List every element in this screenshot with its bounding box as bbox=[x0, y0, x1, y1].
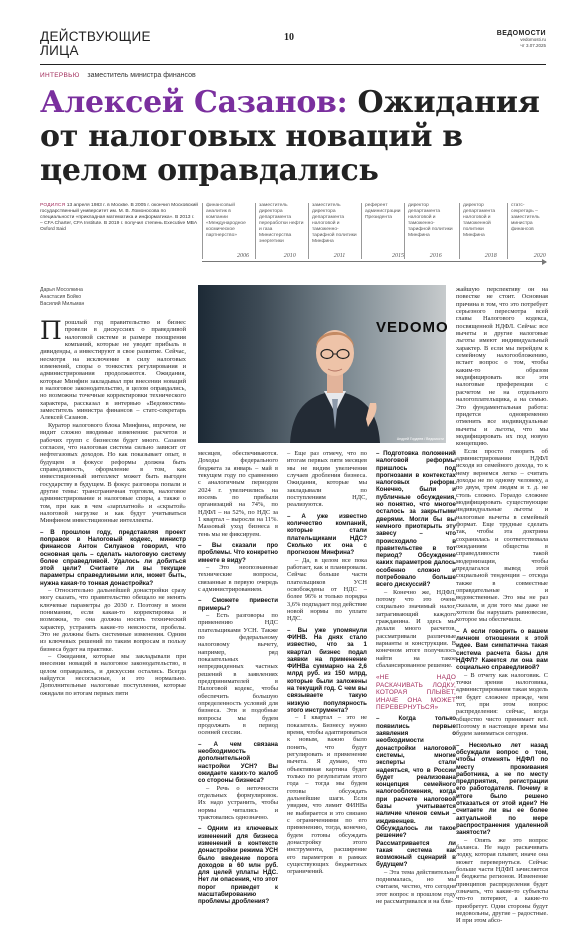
paragraph: – Ожидания, которые мы закладывали при внесении новаций в налоговое законодательство, в целом оправдались, и дискуссии остались. Всегда найдутся несогласные, и это нормально. Дополнительные налоговые поступления, которые ожидали по итогам первых пяти bbox=[40, 653, 186, 697]
article-column-5 bbox=[456, 286, 548, 925]
timeline-item bbox=[202, 203, 252, 259]
timeline-year: 2020 bbox=[533, 253, 546, 259]
section-subhead: «НЕ НАДО РАСКАЧИВАТЬ ЛОДКУ, КОТОРАЯ ПЛЫВЕТ, ИНАЧЕ ОНА МОЖЕТ ПЕРЕВЕРНУТЬСЯ» bbox=[376, 674, 456, 712]
timeline-item-text: референт администрации Президента bbox=[365, 203, 401, 220]
timeline-year: 2015 bbox=[392, 253, 405, 259]
timeline-item-text: финансовый аналитик в компании «Международное космическое партнерство» bbox=[206, 203, 246, 238]
timeline-year: 2010 bbox=[283, 253, 296, 259]
interview-question: – Вы уже упомянули ФИНВ. На днях стало известно, что за 1 квартал бизнес подал заявки на применение ФИНВа суммарно на 2,6 млрд руб. из 150 млрд, которые были заложены на текущий год. С чем вы связываете такую низкую популярность этого инструмента? bbox=[287, 626, 367, 714]
paragraph: – Относительно дальнейшей донастройки сразу могу сказать, что правительство обещало не менять ключевые параметры до 2030 г. Поэтому в моем понимании, если какая-то корректировка и возможна, то она должна носить технический характер, устранять какие-то неясности, пробелы. Это не должны быть системные изменения. Одним из ключевых решений по таким вопросам в пользу бизнеса будет на практике. bbox=[40, 587, 186, 653]
rubric-label: ИНТЕРВЬЮ bbox=[40, 72, 80, 79]
timeline-item bbox=[255, 203, 305, 259]
paragraph: – Да, в целом все пока работает, как и планировали. Сейчас больше части плательщиков УСН освобождены от НДС – более 96% и только порядка 3,6% подпадает под действие новой нормы по уплате НДС. bbox=[287, 556, 367, 623]
header-rule bbox=[40, 64, 546, 65]
timeline-item-text: заместитель директора департамента переработки нефти и газа Министерства энергетики bbox=[259, 203, 304, 244]
article-column-2 bbox=[198, 450, 278, 906]
timeline-item-text: статс-секретарь – заместитель министра финансов bbox=[511, 203, 540, 232]
authors bbox=[40, 287, 84, 307]
paragraph-text: рошлый год правительство и бизнес провели в дискуссиях о праведливой налоговой системе и размере поощрения компаний, которые не уводят прибыль в дивиденды, а инвестируют в свое развитие. Сейчас, несмотря на исключение в силу налоговых изменений, споры о тонкостях регулирования и администрирования продолжаются. Ожидания, которые Минфин закладывал при внесении новаций в налоговое законодательство, в целом оправдались, но возможны точечные корректировки технического характера, рассказал в интервью «Ведомостям» заместитель министра финансов – статс-секретарь Алексей Сазанов. bbox=[40, 319, 186, 422]
section-title-line1: ДЕЙСТВУЮЩИЕ bbox=[40, 29, 151, 44]
paragraph: жайшую перспективу он на повестке не стоит. Основная причина в том, что это потребует серьезного пересмотра всей главы Налогового кодекса, посвященной НДФЛ. Сейчас все вычеты и другие налоговые льготы имеют индивидуальный характер. В если мы перейдем к семейному налогообложению, встает вопрос о том, чтобы каким-то образом модифицировать все эти налоговые преференции с расчетом не на отдельного налогоплательщика, а на семью. Это фундаментальная работа: придется одновременно отменить все индивидуальные вычеты и льготы, что мы модифицировать их под новую концепцию. bbox=[456, 286, 548, 448]
career-timeline bbox=[40, 203, 546, 263]
bio-label: РОДИЛСЯ bbox=[40, 203, 66, 208]
paragraph: – Опять же это вопрос баланса. Не надо раскачивать лодку, которая плывет, иначе она может перевернуться. Сейчас больше части НДФЛ зачисляется в бюджеты регионов. Изменение принципов распределения будет означать, что какие-то субъекты что-то потеряют, а какие-то приобретут. Одни стороны будут недовольны, другие – радостные. И при этом абсо- bbox=[456, 836, 548, 925]
timeline-year: 2016 bbox=[429, 253, 442, 259]
site-url: vedomosti.ru bbox=[520, 37, 546, 42]
issue-date: чт 3.07.2025 bbox=[520, 42, 546, 48]
timeline-year: 2018 bbox=[484, 253, 497, 259]
paragraph: – Есть разговоры по применению НДС плательщиками УСН. Также по федеральному налоговому вычету, например, ряд показательных непредвиденных частных решений в заявлениях предпринимателей в Налоговой кодекс, чтобы обеспечить большую определенность условий для бизнеса. Эти и подобные вопросы мы будем продолжать в период осенней сессии. bbox=[198, 611, 278, 737]
bio-text: 13 апреля 1983 г. в Москве. В 2005 г. окончил Московский государственный университет им. М. В. Ломоносова по специальности «прикладная математика и информатика». В 2013 г. – CFA Charter, CFA Institute. В 2019 г. получил степень Executive MBA Oxford Said bbox=[40, 203, 198, 232]
timeline-item bbox=[361, 203, 405, 259]
interview-question: – В прошлом году, представляя проект поправок в Налоговый кодекс, министр финансов Антон Силуанов говорил, что основная цель – сделать налоговую систему более справедливой. Удалось ли добиться этой цели? Считаете ли вы текущие параметры справедливыми или, может быть, нужна какая-то тонкая донастройка? bbox=[40, 528, 186, 587]
paragraph: Куратор налогового блока Минфина, впрочем, не видит сложно вводимые изменения: расчетов и рабочих групп с бизнесом будет много. Сазанов согласен, что налоговая система сильно зависит от нефтегазовых доходов. Но как показывает опыт, в будущем в фокусе реформы должна быть справедливость, оформление в том, как инвестиционный интеллект может быть выгоден государству в будущем. В фокус разговора попали и другие темы: трансграничная торговля, налоговое администрирование и налоговые споры, а также о том, при как в чем «зарплатной» и «скрытой» налоговой нагрузке и как будут учитываться Минфином инвестиционные интеллекты. bbox=[40, 421, 186, 525]
interview-question: – Вы сказали про проблемы. Что конкретно имеете в виду? bbox=[198, 542, 278, 564]
timeline-item bbox=[404, 203, 456, 259]
dropcap: П bbox=[40, 316, 62, 345]
interview-question: – Подготовка положений налоговой реформы пришлось под прогнозами в контекстах налоговых реформ. Конечно, были и публичные обсуждения, но понятно, что многое осталось за закрытыми дверями. Могли бы вы немного приоткрыть эту завесу – что происходило в правительстве в тот период? Обсуждение каких параметров далось особенно сложно и потребовало больше всего дискуссий? bbox=[376, 450, 456, 589]
paragraph: Если просто говорить об администрировании НДФЛ исходя из семейного дохода, то к нему вернемся легко – считать доходы не по одному человеку, а по двум, трем людям и т. д. не столь сложно. Гораздо сложнее модифицировать существующие индивидуальные льготы и налоговые вычеты в семейный формат. Еще трудные сделать так, чтобы эта доктрина сохранилась и соответствовала ожиданиям общества в справедливости такой модернизации, чтобы предлагался вывод этой социальной тенденции – отсюда также в совместные оправдательные и ведомственные. Это мы не раз сказали, и для того мы даже не хотели бы нарушать равновесие, которое мы обеспечили. bbox=[456, 447, 548, 624]
section-title bbox=[40, 30, 151, 58]
lead-paragraph bbox=[40, 316, 186, 422]
photo-background-logo: VEDOMO bbox=[376, 319, 449, 336]
photo-credit: Андрей Гордеев / Ведомости bbox=[396, 437, 444, 441]
interview-question: – А чем связана необходимость дополнительной настройки УСН? Вы ожидаете каких-то жалоб со стороны бизнеса? bbox=[198, 740, 278, 785]
person-figure bbox=[284, 307, 386, 443]
bio-block bbox=[40, 203, 198, 233]
article-column-1 bbox=[40, 316, 186, 819]
section-title-line2: ЛИЦА bbox=[40, 43, 79, 58]
timeline-item bbox=[507, 203, 546, 259]
interview-question: – Несколько лет назад обсуждали вопрос о том, чтобы отменять НДФЛ по месту проживания работника, а не по месту предприятия, регистрации его работодателя. Почему в итоге было решено отказаться от этой идеи? Не считаете ли вы ее более актуальной по мере распространения удаленной занятости? bbox=[456, 741, 548, 837]
headline bbox=[40, 86, 560, 188]
article-column-4 bbox=[376, 450, 456, 906]
author-name: Василий Мильман bbox=[40, 300, 85, 307]
timeline-item-text: директор департамента налоговой и таможенной политики Минфина bbox=[463, 203, 496, 238]
timeline-item bbox=[308, 203, 358, 259]
interview-question: – Когда только появились первые заявления о необходимости донастройки налоговой системы, многие эксперты стали надеяться, что в России будет реализована концепция семейного налогообложения, когда при расчете налоговой базы учитывается наличие членов семьи – иждивенцев. Обсуждалось ли такое решение? Рассматривается ли такая система как возможный сценарий в будущем? bbox=[376, 715, 456, 869]
paragraph: – Это неопознанные технические вопросы, связанные в первую очередь с администрированием. bbox=[198, 564, 278, 594]
paragraph: – Эта тема действительно поднималась, но мы считаем, честно, что сегодня этот вопрос в прошлом году не рассматривался и на бли- bbox=[376, 868, 456, 906]
interview-photo bbox=[198, 285, 449, 443]
interview-question: – Одним из ключевых изменений для бизнеса изменений в контексте донастройки режима УСН было введение порога доходов в 60 млн руб. для целей уплаты НДС. Нет ли опасения, что этот порог приведет к масштабированию проблемы дробления? bbox=[198, 825, 278, 906]
masthead bbox=[497, 30, 546, 48]
paragraph: – Речь о неточности отдельных формулировок. Их надо устранить, чтобы нормы читались и трактовались однозначно. bbox=[198, 784, 278, 821]
kicker bbox=[40, 72, 196, 79]
interview-question: – А уже известно количество компаний, которые стали плательщиками НДС? Сколько их она с прогнозом Минфина? bbox=[287, 512, 367, 557]
paragraph: – Конечно же, НДФЛ, потому что это очень социально значимый налог, затрагивающий каждого гражданина. И здесь мы делали много расчетов, рассматривали различные варианты и конструкции. В конечном итоге получилось найти на такое сбалансированное решение. bbox=[376, 588, 456, 670]
interview-question: – А если говорить о вашем личном отношении к этой идее. Вам симпатична такая система расчета базы для НДФЛ? Кажется ли она вам социально справедливой? bbox=[456, 627, 548, 672]
article-column-3 bbox=[287, 450, 367, 876]
timeline-item bbox=[459, 203, 504, 259]
headline-name: Алексей Сазанов: bbox=[40, 85, 348, 120]
rubric-subtitle: заместитель министра финансов bbox=[87, 72, 196, 79]
author-name: Дарья Мосолкина bbox=[40, 287, 83, 293]
paragraph: – I квартал – это не показатель. Бизнесу нужно время, чтобы адаптироваться к новым, важно было понять, что будут регулировать и применение вычета. Я думаю, что объективная картина будет только по результатам этого года – тогда мы будем готовы обсуждать дальнейшие шаги. Если увидим, что лимит ФИНВа не выбирается и это связано с ограничениями по его применению, тогда, конечно, будем готовы обсуждать донастройку этого инструмента, расширение его параметров в рамках существующих бюджетных ограничений. bbox=[287, 714, 367, 876]
brand-logo: ВЕДОМОСТИ bbox=[496, 30, 546, 37]
paragraph: – В отчету как налоговик. С точки зрения налоговика, администрирования такая модель не будет сложнее прежде, чем тот, при этом вопрос распределения: сейчас, когда общество чисто принимает всё. Поэтому в настоящее время мы будем заниматься сегодня. bbox=[456, 671, 548, 738]
interview-question: – Сможете привести примеры? bbox=[198, 597, 278, 612]
author-name: Анастасия Бойко bbox=[40, 293, 82, 300]
paragraph: месяцев, обеспечиваются. Доходы федерального бюджета за январь – май в текущем году по сравнению с аналогичным периодом 2024 г. увеличились на восемь по прибыли организаций на 74%, по НДФЛ – на 52%, по НДС за 1 квартал – выросли на 11%. Massовый уход бизнеса в тень мы не фиксируем. bbox=[198, 450, 278, 538]
headline-rest: Ожидания от налоговых новаций в целом оправдались bbox=[40, 85, 540, 188]
timeline-year: 2011 bbox=[333, 253, 346, 259]
timeline-year: 2006 bbox=[237, 253, 250, 259]
timeline-axis bbox=[202, 261, 546, 262]
timeline-item-text: директор департамента налоговой и таможенно-тарифной политики Минфина bbox=[408, 203, 453, 238]
paragraph: – Еще раз отмечу, что по итогам первых пяти месяцев мы не видим увеличения случаев дробления бизнеса. Ожидания, которые мы закладывали по поступлениям НДС, реализуются. bbox=[287, 450, 367, 509]
page-number: 10 bbox=[284, 32, 294, 43]
timeline-item-text: заместитель директора департамента налоговой и таможенно-тарифной политики Минфина bbox=[312, 203, 357, 244]
